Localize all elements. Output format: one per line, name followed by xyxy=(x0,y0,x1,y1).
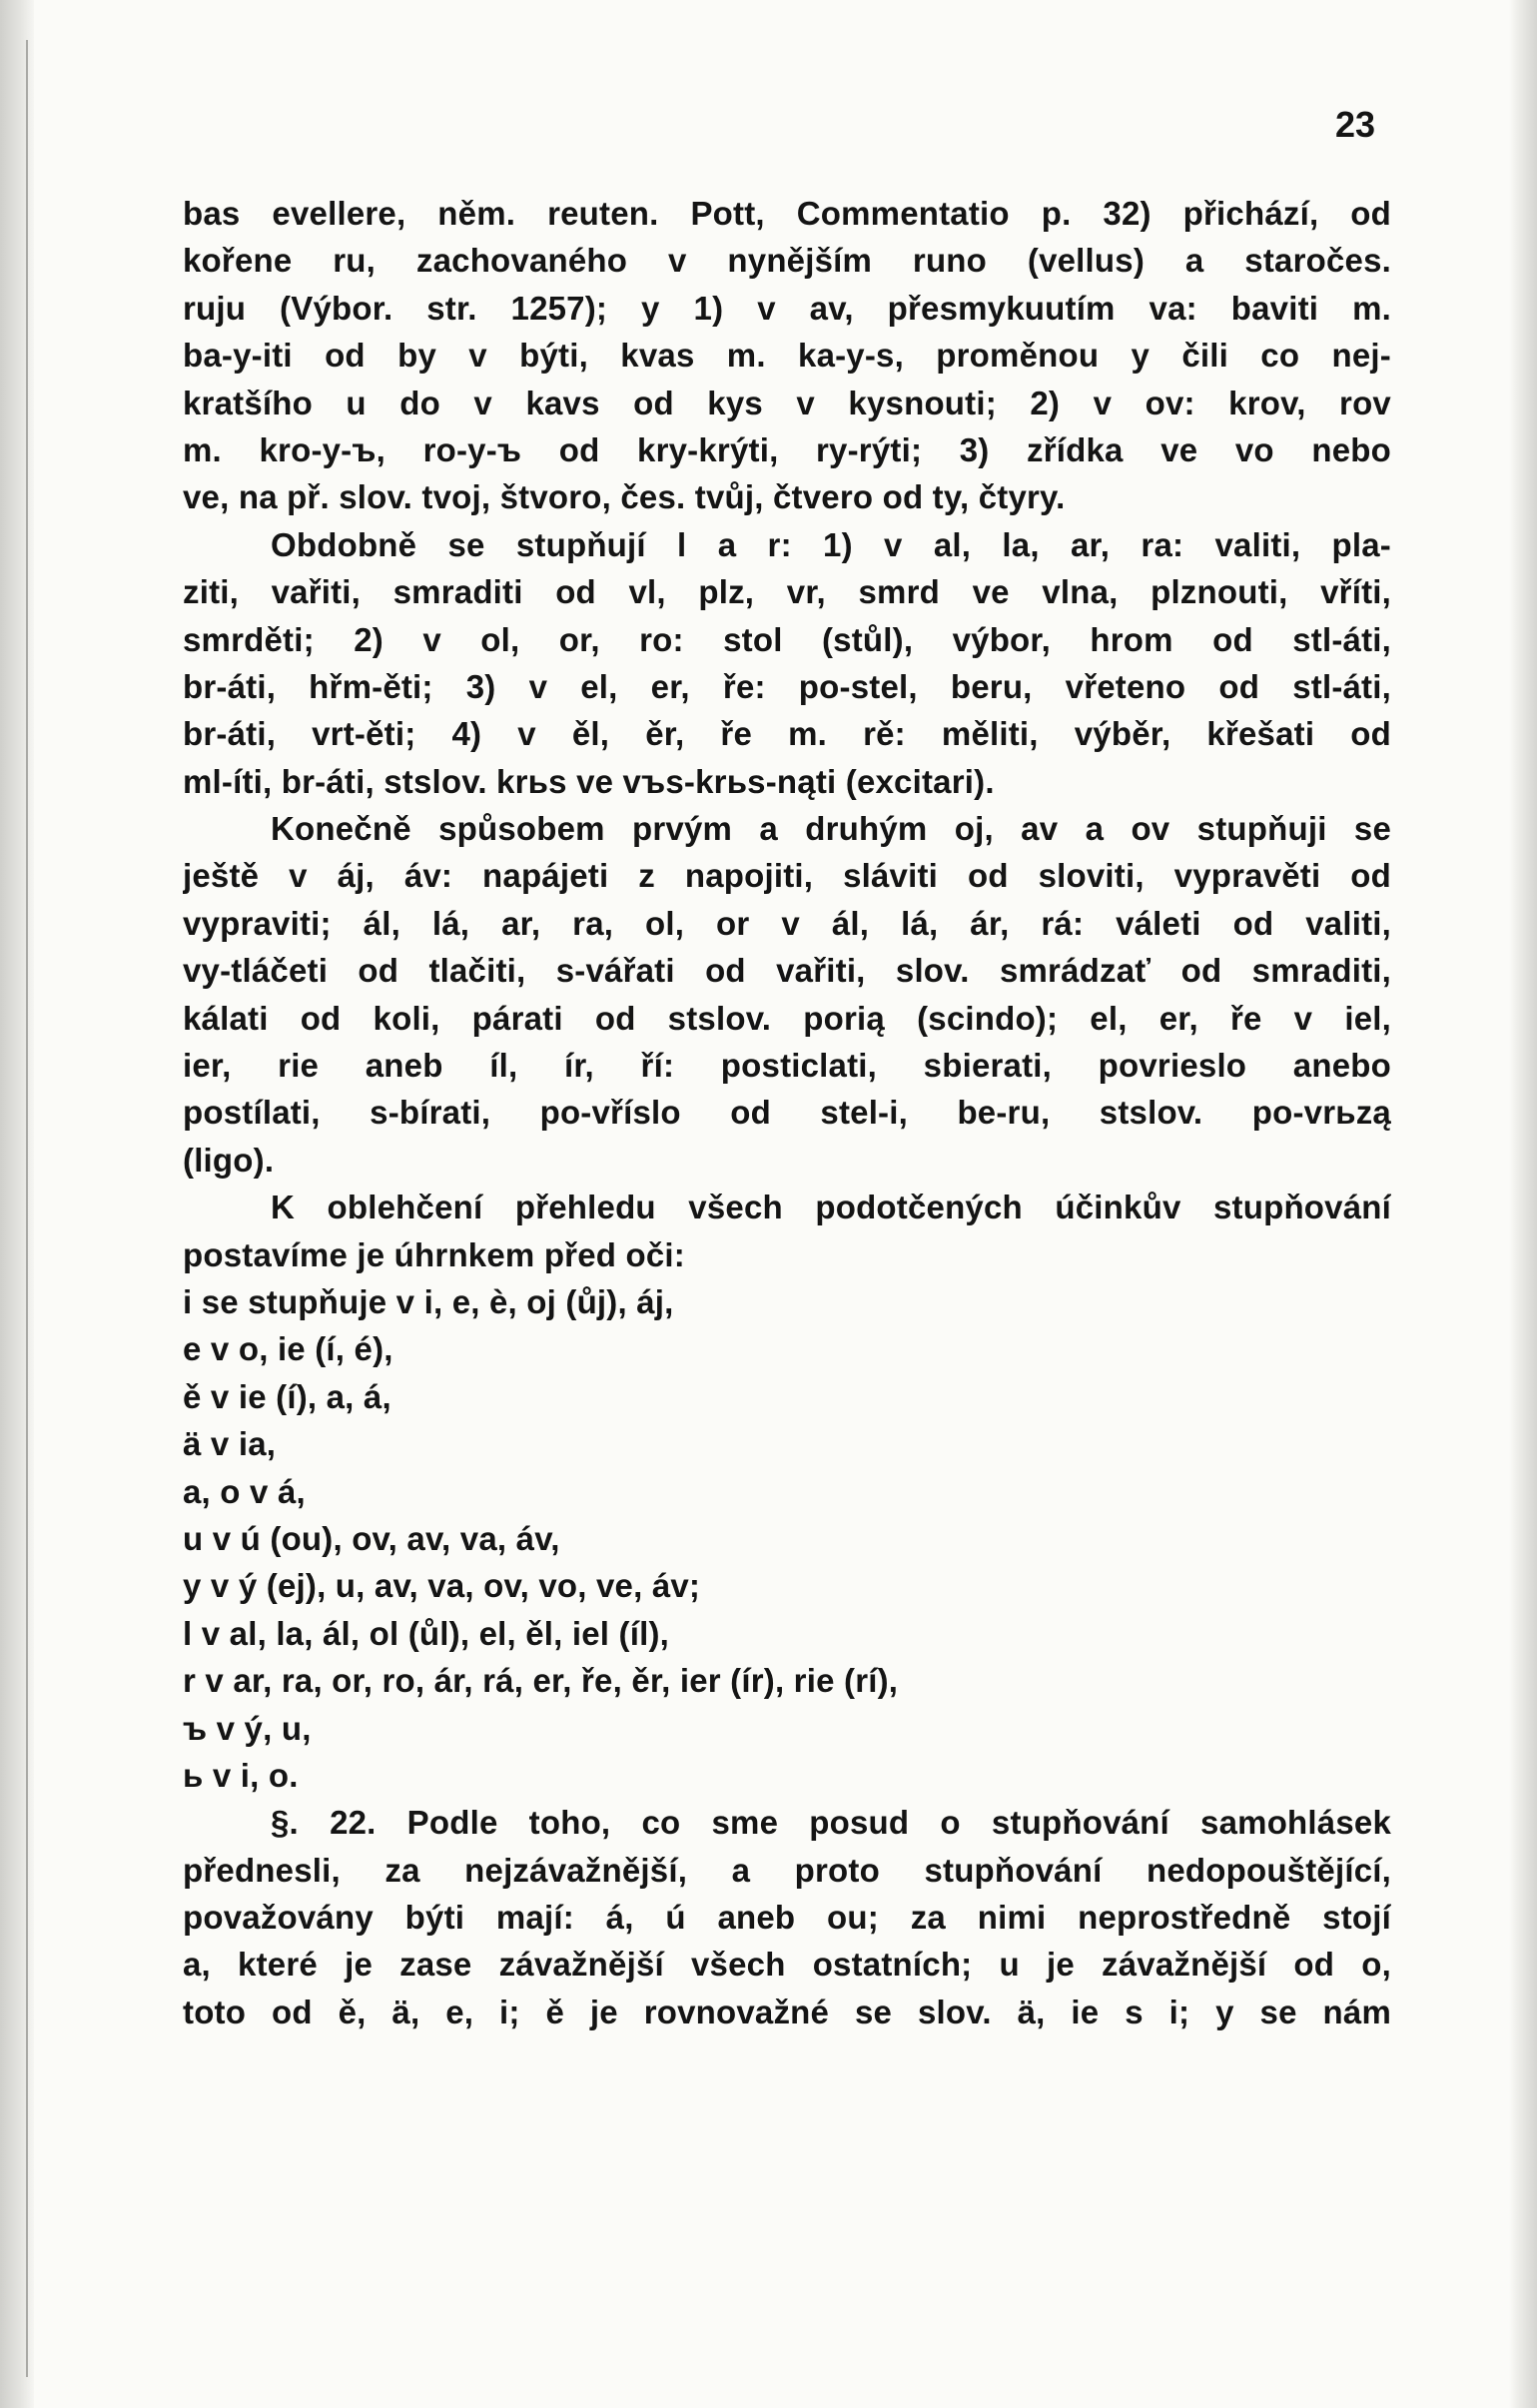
text-line: přednesli, za nejzávažnější, a proto stupňování nedopouštějící, xyxy=(183,1851,1391,1889)
text-line: m. kro-y-ъ, ro-y-ъ od kry-krýti, ry-rýti; 3) zřídka ve vo nebo xyxy=(183,430,1391,468)
text-line: ml-íti, br-áti, stslov. krьs ve vъs-krьs-nąti (excitari). xyxy=(183,762,995,800)
text-line: Obdobně se stupňují l a r: 1) v al, la, ar, ra: valiti, pla- xyxy=(271,525,1391,563)
binding-shadow-line xyxy=(26,40,28,2377)
text-line: postílati, s-bírati, po-vříslo od stel-i, be-ru, stslov. po-vrьzą xyxy=(183,1094,1391,1132)
text-line: kořene ru, zachovaného v nynějším runo (vellus) a staročes. xyxy=(183,242,1391,280)
text-line: smrděti; 2) v ol, or, ro: stol (stůl), výbor, hrom od stl-áti, xyxy=(183,620,1391,658)
text-line: vypraviti; ál, lá, ar, ra, ol, or v ál, lá, ár, rá: váleti od valiti, xyxy=(183,904,1391,942)
text-line: br-áti, hřm-ěti; 3) v el, er, ře: po-stel, beru, vřeteno od stl-áti, xyxy=(183,667,1391,705)
text-line: u v ú (ou), ov, av, va, áv, xyxy=(183,1519,560,1557)
text-line: ier, rie aneb íl, ír, ří: posticlati, sbierati, povrieslo anebo xyxy=(183,1047,1391,1085)
text-line: ě v ie (í), a, á, xyxy=(183,1377,391,1415)
text-line: ve, na př. slov. tvoj, štvoro, čes. tvůj, čtvero od ty, čtyry. xyxy=(183,478,1066,516)
text-line: postavíme je úhrnkem před oči: xyxy=(183,1235,685,1273)
text-line: br-áti, vrt-ěti; 4) v ěl, ěr, ře m. rě: měliti, výběr, křešati od xyxy=(183,715,1391,753)
text-line: kratšího u do v kavs od kys v kysnouti; 2) v ov: krov, rov xyxy=(183,384,1391,421)
text-line: ä v ia, xyxy=(183,1425,277,1463)
page-left-edge xyxy=(0,0,34,2408)
text-line: ъ v ý, u, xyxy=(183,1709,312,1747)
text-line: ba-y-iti od by v býti, kvas m. ka-y-s, proměnou y čili co nej- xyxy=(183,337,1391,375)
text-line: ziti, vařiti, smraditi od vl, plz, vr, smrd ve vlna, plznouti, vříti, xyxy=(183,573,1391,611)
text-line: kálati od koli, párati od stslov. porią (scindo); el, er, ře v iel, xyxy=(183,999,1391,1037)
text-line: Konečně spůsobem prvým a druhým oj, av a ov stupňuji se xyxy=(271,810,1391,848)
text-line: ještě v áj, áv: napájeti z napojiti, sláviti od sloviti, vypravěti od xyxy=(183,857,1391,895)
text-line: r v ar, ra, or, ro, ár, rá, er, ře, ěr, ier (ír), rie (rí), xyxy=(183,1662,899,1700)
text-line: ruju (Výbor. str. 1257); y 1) v av, přesmykuutím va: baviti m. xyxy=(183,289,1391,327)
text-line: i se stupňuje v i, e, è, oj (ůj), áj, xyxy=(183,1282,674,1320)
text-line: ь v i, o. xyxy=(183,1756,299,1794)
text-line: e v o, ie (í, é), xyxy=(183,1330,393,1368)
text-line: bas evellere, něm. reuten. Pott, Commentatio p. 32) přichází, od xyxy=(183,195,1391,232)
text-line: §. 22. Podle toho, co sme posud o stupňování samohlásek xyxy=(271,1804,1391,1842)
text-line: toto od ě, ä, e, i; ě je rovnovažné se slov. ä, ie s i; y se nám xyxy=(183,1993,1391,2030)
text-line: a, o v á, xyxy=(183,1472,306,1510)
page-right-edge xyxy=(1509,0,1537,2408)
body-text xyxy=(183,190,1391,2035)
text-line: (ligo). xyxy=(183,1141,275,1179)
text-line: l v al, la, ál, ol (ůl), el, ěl, iel (íl), xyxy=(183,1614,670,1652)
text-line: a, které je zase závažnější všech ostatních; u je závažnější od o, xyxy=(183,1946,1391,1984)
text-line: y v ý (ej), u, av, va, ov, vo, ve, áv; xyxy=(183,1567,701,1605)
text-line: považovány býti mají: á, ú aneb ou; za nimi neprostředně stojí xyxy=(183,1899,1391,1937)
text-line: K oblehčení přehledu všech podotčených účinkův stupňování xyxy=(271,1189,1391,1226)
text-line: vy-tláčeti od tlačiti, s-vářati od vařiti, slov. smrádzať od smraditi, xyxy=(183,952,1391,990)
page-number: 23 xyxy=(1335,104,1376,145)
